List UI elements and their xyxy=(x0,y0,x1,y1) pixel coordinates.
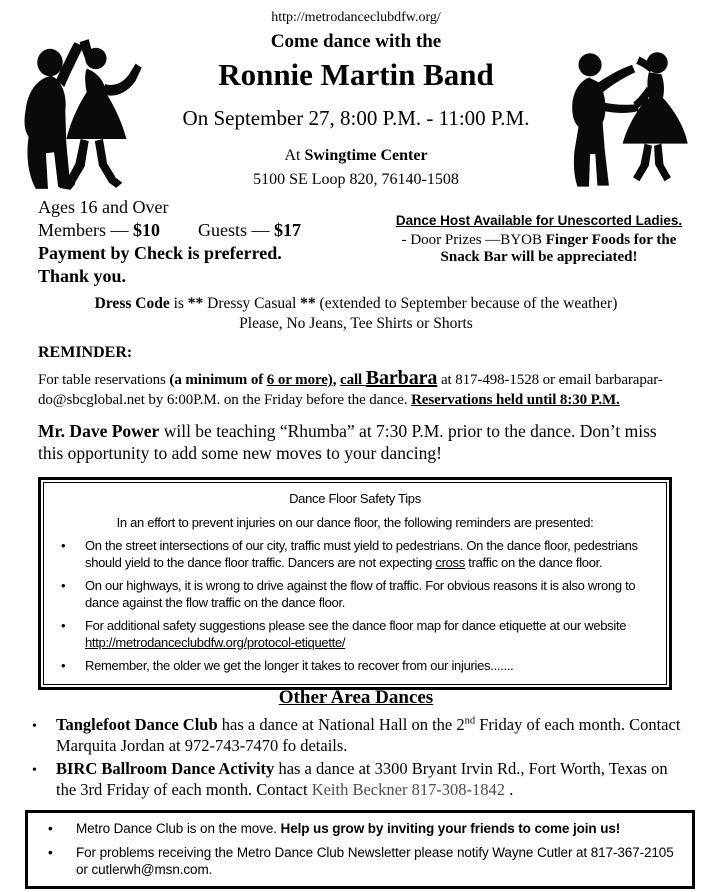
thanks-note: Thank you. xyxy=(38,266,127,286)
safety-bullet-1: • On the street intersections of our city, traffic must yield to pedestrians. On the dance floor, pedestrians should yield to the dance floor traffic. Dancers are not expecting cross traffic on the dance floor. xyxy=(56,538,654,571)
bullet-icon xyxy=(56,618,85,651)
club-url: http://metrodanceclubdfw.org/ xyxy=(271,10,441,25)
reminder-heading: REMINDER: xyxy=(38,344,133,361)
bullet-icon xyxy=(30,714,56,756)
bullet-icon xyxy=(40,820,76,837)
host-info-block xyxy=(380,213,698,266)
guests-label: Guests — xyxy=(197,220,274,240)
finger-foods-text: Finger Foods for the xyxy=(545,232,677,248)
payment-note: Payment by Check is preferred. xyxy=(38,243,282,263)
pricing-line xyxy=(38,219,378,242)
guests-price: $17 xyxy=(273,220,301,240)
flyer-subtitle: Come dance with the xyxy=(270,31,442,52)
tanglefoot-item: • Tanglefoot Dance Club has a dance at National Hall on the 2nd Friday of each month. Contact Marquita Jordan at 972-743-7470 fo details. xyxy=(30,714,686,756)
birc-name: BIRC Ballroom Dance Activity xyxy=(56,759,275,778)
event-date-line: On September 27, 8:00 P.M. - 11:00 P.M. xyxy=(182,106,530,130)
admission-block xyxy=(38,196,378,288)
dress-code-line: Dress Code is ** Dressy Casual ** (extended to September because of the weather) xyxy=(94,295,618,312)
no-jeans-line: Please, No Jeans, Tee Shirts or Shorts xyxy=(239,315,473,332)
lesson-paragraph: Mr. Dave Power will be teaching “Rhumba” at 7:30 P.M. prior to the dance. Don’t miss this opportunity to add some new moves to your dancing! xyxy=(38,421,657,463)
bullet-icon xyxy=(40,844,76,878)
safety-bullet-3: • For additional safety suggestions please see the dance floor map for dance etiquette at our website http://metrodanceclubdfw.org/protocol-etiquette/ xyxy=(56,618,654,651)
door-prizes-text: - Door Prizes —BYOB xyxy=(401,232,546,248)
birc-item: • BIRC Ballroom Dance Activity has a dance at 3300 Bryant Irvin Rd., Fort Worth, Texas on the 3rd Friday of each month. Contact Keith Beckner 817-308-1842 . xyxy=(30,758,686,800)
venue-prefix: At xyxy=(284,147,305,164)
members-price: $10 xyxy=(132,220,160,240)
tanglefoot-name: Tanglefoot Dance Club xyxy=(56,715,218,734)
footer-box xyxy=(25,810,695,889)
snack-bar-line: Snack Bar will be appreciated! xyxy=(440,249,638,265)
safety-bullet-4: • Remember, the older we get the longer it takes to recover from our injuries....... xyxy=(56,658,654,675)
bullet-icon xyxy=(56,578,85,611)
reservation-deadline: Reservations held until 8:30 P.M. xyxy=(411,392,620,408)
footer-item-1: • Metro Dance Club is on the move. Help us grow by inviting your friends to come join us! xyxy=(40,820,680,837)
venue-name: Swingtime Center xyxy=(304,147,428,164)
safety-bullet-2: • On our highways, it is wrong to drive against the flow of traffic. For obvious reasons it is also wrong to dance against the flow traffic on the dance floor. xyxy=(56,578,654,611)
door-prizes-line xyxy=(380,232,698,249)
safety-tips-box xyxy=(38,477,672,690)
other-dances-heading: Other Area Dances xyxy=(278,687,434,708)
ages-line: Ages 16 and Over xyxy=(38,197,169,217)
dance-host-note: Dance Host Available for Unescorted Ladies. xyxy=(395,213,683,228)
contact-name: Barbara xyxy=(365,367,438,389)
flyer-title: Ronnie Martin Band xyxy=(218,57,494,92)
safety-intro: In an effort to prevent injuries on our dance floor, the following reminders are presented: xyxy=(116,514,594,530)
bullet-icon xyxy=(30,758,56,800)
instructor-name: Mr. Dave Power xyxy=(38,421,160,441)
etiquette-url: http://metrodanceclubdfw.org/protocol-etiquette/ xyxy=(85,634,346,650)
safety-title: Dance Floor Safety Tips xyxy=(289,491,421,506)
footer-item-2: • For problems receiving the Metro Dance Club Newsletter please notify Wayne Cutler at 817-367-2105 or cutlerwh@msn.com. xyxy=(40,844,680,878)
birc-contact: Keith Beckner 817-308-1842 xyxy=(311,780,506,799)
dress-code-block xyxy=(0,294,712,334)
members-label: Members — xyxy=(38,220,133,240)
bullet-icon xyxy=(56,658,85,675)
bullet-icon xyxy=(56,538,85,571)
reservation-paragraph: For table reservations (a minimum of 6 or more), call Barbara at 817-498-1528 or email barbarapar-do@sbcglobal.net by 6:00P.M. on the Friday before the dance. Reservations held until 8:30 P.M. xyxy=(38,367,663,408)
dancing-couple-icon-right xyxy=(556,47,706,194)
venue-address: 5100 SE Loop 820, 76140-1508 xyxy=(253,171,459,188)
dancing-couple-icon-left xyxy=(6,33,148,196)
dress-code-label: Dress Code xyxy=(94,295,170,312)
dress-code-value: Dressy Casual xyxy=(207,295,297,312)
